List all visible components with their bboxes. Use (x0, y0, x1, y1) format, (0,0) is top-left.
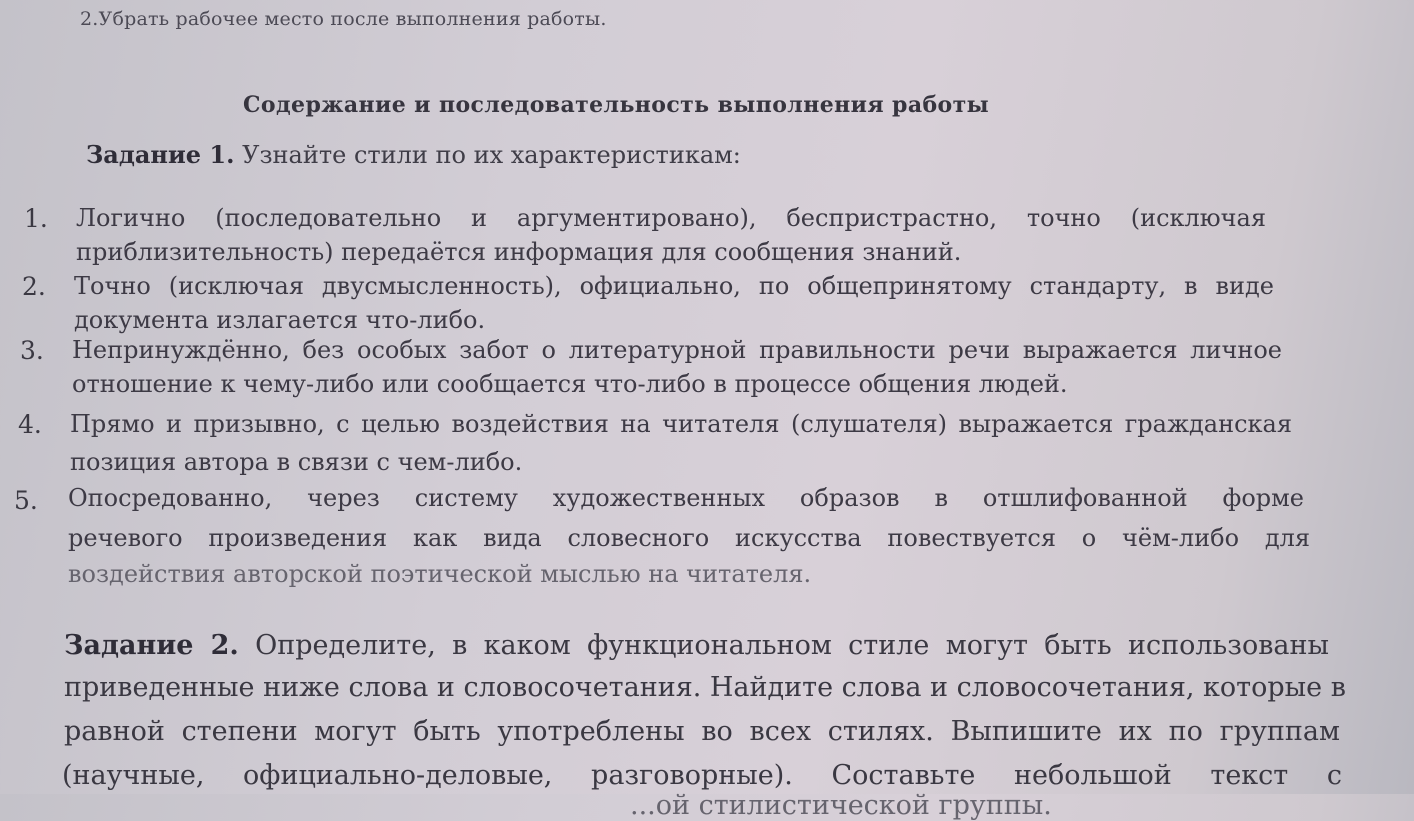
task-1-label: Задание 1. (86, 140, 235, 169)
task-1-text: Узнайте стили по их характеристикам: (242, 141, 741, 169)
task-2-line: равной степени могут быть употреблены во всех стилях. Выпишите их по группам (64, 716, 1340, 747)
task-2-line: (научные, официально-деловые, разговорные). Составьте небольшой текст с (62, 760, 1342, 791)
list-item-number: 1. (24, 204, 48, 233)
section-heading: Содержание и последовательность выполнения работы (243, 92, 990, 118)
list-item-line: Опосредованно, через систему художественных образов в отшлифованной форме (68, 484, 1304, 512)
list-item-number: 2. (22, 272, 46, 301)
list-item-number: 4. (18, 410, 42, 439)
list-item-line: речевого произведения как вида словесного искусства повествуется о чём-либо для (68, 524, 1310, 552)
task-1-intro (86, 140, 741, 169)
instruction-line: 2.Убрать рабочее место после выполнения работы. (80, 8, 607, 30)
list-item-line: отношение к чему-либо или сообщается что-либо в процессе общения людей. (72, 370, 1068, 398)
list-item-line: Непринуждённо, без особых забот о литературной правильности речи выражается личное (72, 336, 1282, 364)
list-item-line: приблизительность) передаётся информация для сообщения знаний. (76, 238, 962, 266)
list-item-line: воздействия авторской поэтической мыслью на читателя. (68, 560, 812, 588)
task-2-label: Задание 2. (64, 630, 239, 661)
list-item-number: 3. (20, 336, 44, 365)
list-item-line: позиция автора в связи с чем-либо. (70, 448, 523, 476)
task-2-text: Определите, в каком функциональном стиле могут быть использованы (255, 630, 1329, 661)
list-item-number: 5. (14, 486, 38, 515)
task-2-line: ...ой стилистической группы. (630, 790, 1052, 821)
list-item-line: Логично (последовательно и аргументировано), беспристрастно, точно (исключая (76, 204, 1266, 232)
task-2-first-line (64, 630, 1329, 661)
list-item-line: документа излагается что-либо. (74, 306, 486, 334)
list-item-line: Прямо и призывно, с целью воздействия на читателя (слушателя) выражается гражданская (70, 410, 1292, 438)
task-2-line: приведенные ниже слова и словосочетания. Найдите слова и словосочетания, которые в (64, 672, 1346, 703)
list-item-line: Точно (исключая двусмысленность), официально, по общепринятому стандарту, в виде (74, 272, 1274, 300)
